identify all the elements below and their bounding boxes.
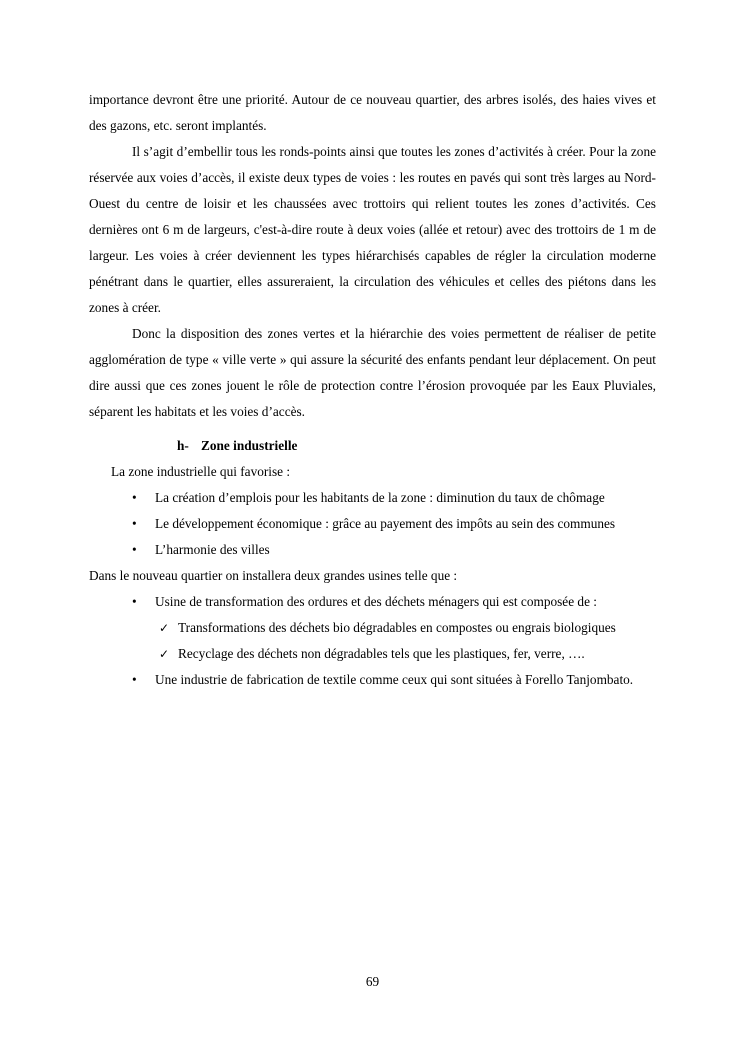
paragraph-green-city: Donc la disposition des zones vertes et la hiérarchie des voies permettent de réaliser de petite agglomération de type « ville verte » qui assure la sécurité des enfants pendant leur déplacement. On peut dire aussi que ces zones jouent le rôle de protection contre l’érosion provoquée par les Eaux Pluviales, séparent les habitats et les voies d’accès. <box>89 326 656 419</box>
section-title: Zone industrielle <box>201 438 298 453</box>
bullet-icon: • <box>132 516 137 531</box>
section-heading <box>89 433 656 459</box>
paragraph-vegetation: importance devront être une priorité. Autour de ce nouveau quartier, des arbres isolés, des haies vives et des gazons, etc. seront implantés. <box>89 92 656 133</box>
factories-intro: Dans le nouveau quartier on installera deux grandes usines telle que : <box>89 568 458 583</box>
list-item <box>132 485 656 511</box>
page-body <box>89 87 656 689</box>
list-item <box>132 537 656 563</box>
list-item <box>132 589 656 667</box>
checkmark-icon: ✓ <box>159 647 170 661</box>
list-item-text: Transformations des déchets bio dégradables en compostes ou engrais biologiques <box>178 620 616 635</box>
list-item <box>159 615 656 641</box>
factories-list <box>89 589 656 689</box>
list-item-text: L’harmonie des villes <box>155 542 270 557</box>
list-item-text: La création d’emplois pour les habitants de la zone : diminution du taux de chômage <box>155 490 605 505</box>
list-item-text: Une industrie de fabrication de textile comme ceux qui sont situées à Forello Tanjombato. <box>155 672 634 687</box>
section-number: h- <box>177 438 189 453</box>
bullet-icon: • <box>132 542 137 557</box>
list-item-text: Recyclage des déchets non dégradables tels que les plastiques, fer, verre, …. <box>178 646 585 661</box>
list-item <box>132 511 656 537</box>
list-item <box>132 671 656 689</box>
list-item-text: Usine de transformation des ordures et des déchets ménagers qui est composée de : <box>155 594 597 609</box>
list-item-text: Le développement économique : grâce au payement des impôts au sein des communes <box>155 516 616 531</box>
bullet-icon: • <box>132 672 137 687</box>
bullet-icon: • <box>132 490 137 505</box>
benefits-list <box>89 485 656 563</box>
page-number: 69 <box>365 974 380 989</box>
waste-processing-list <box>155 615 656 667</box>
list-item <box>159 641 656 667</box>
bullet-icon: • <box>132 594 137 609</box>
checkmark-icon: ✓ <box>159 621 170 635</box>
paragraph-access-roads: Il s’agit d’embellir tous les ronds-points ainsi que toutes les zones d’activités à créer. Pour la zone réservée aux voies d’accès, il existe deux types de voies : les routes en pavés qui sont très larges au Nord-Ouest du centre de loisir et les chaussées avec trottoirs qui relient toutes les zones d’activités. Ces dernières ont 6 m de largeurs, c'est-à-dire route à deux voies (allée et retour) avec des trottoirs de 1 m de largeur. Les voies à créer deviennent les types hiérarchisés capables de régler la circulation moderne pénétrant dans le quartier, elles assureraient, la circulation des véhicules et celles des piétons dans les zones à créer. <box>89 144 656 315</box>
section-intro: La zone industrielle qui favorise : <box>111 464 291 479</box>
